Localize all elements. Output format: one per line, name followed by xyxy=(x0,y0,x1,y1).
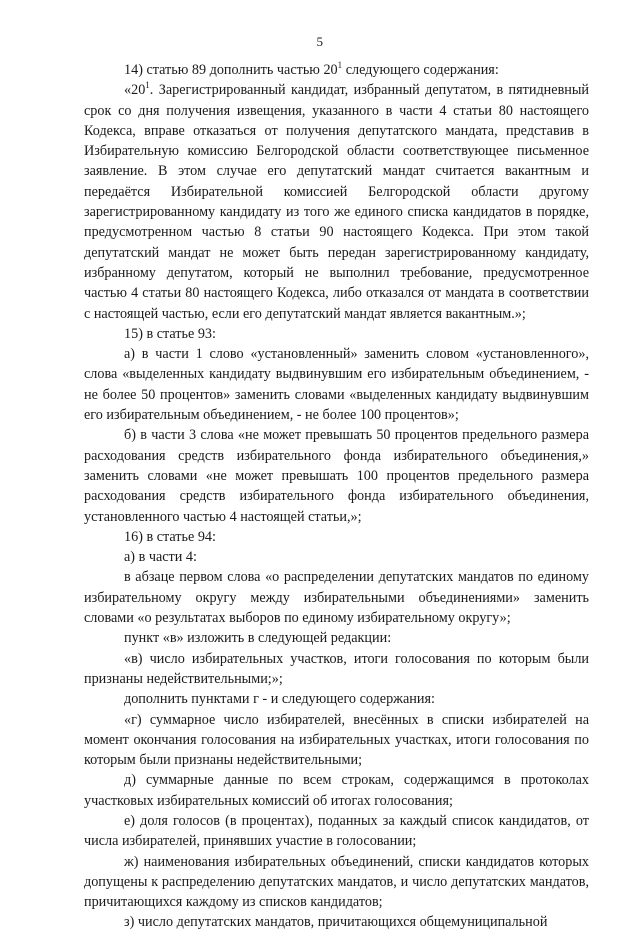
document-body xyxy=(84,60,589,933)
point-v-text: «в) число избирательных участков, итоги голосования по которым были признаны недействительными;»; xyxy=(84,650,589,687)
text-fragment: 14) статью 89 дополнить частью 20 xyxy=(124,62,338,78)
item-16-heading: 16) в статье 94: xyxy=(124,528,216,545)
point-g: «г) суммарное число избирателей, внесённых в списки избирателей на момент окончания голосования на избирательных участках, итоги голосования по которым были признаны недействительными; xyxy=(84,711,589,769)
superscript: 1 xyxy=(337,60,343,70)
point-z: з) число депутатских мандатов, причитающихся общемуниципальной xyxy=(124,914,548,931)
point-d: д) суммарные данные по всем строкам, содержащимся в протоколах участковых избирательных комиссий об итогах голосования; xyxy=(84,772,589,809)
item-16-a: а) в части 4: xyxy=(124,549,197,566)
points-g-i-intro: дополнить пунктами г - и следующего содержания: xyxy=(124,691,435,708)
paragraph-first-amendment: в абзаце первом слова «о распределении депутатских мандатов по единому избирательному округу между избирательными объединениями» заменить словами «о результатах выборов по единому избирательному округу»; xyxy=(84,569,589,627)
item-15-heading: 15) в статье 93: xyxy=(124,325,216,342)
item-15-b: б) в части 3 слова «не может превышать 50 процентов предельного размера расходования средств избирательного фонда избирательного объединения,» заменить словами «не может превышать 100 процентов предельного размера расходования средств избирательного фонда избирательного объединения, установленного частью 4 настоящей статьи,»; xyxy=(84,427,589,525)
text-fragment: . Зарегистрированный кандидат, избранный депутатом, в пятидневный срок со дня получения извещения, указанного в части 4 статьи 80 настоящего Кодекса, вправе отказаться от получения депутатского мандата, представив в Избирательную комиссию Белгородской области соответствующее письменное заявление. В этом случае его депутатский мандат считается вакантным и передаётся Избирательной комиссией Белгородской области другому зарегистрированному кандидату из того же единого списка кандидатов в порядке, предусмотренном частью 8 статьи 90 настоящего Кодекса. При этом такой депутатский мандат не может быть передан зарегистрированному кандидату, избранному депутатом, который не выполнил требование, предусмотренное частью 4 статьи 80 настоящего Кодекса, либо отказался от мандата в соответствии с настоящей частью, если его депутатский мандат является вакантным.»; xyxy=(84,82,589,322)
text-fragment: следующего содержания: xyxy=(342,62,499,78)
superscript: 1 xyxy=(145,80,150,91)
point-v-intro: пункт «в» изложить в следующей редакции: xyxy=(124,630,392,647)
text-fragment: «20 xyxy=(124,82,146,99)
part-20-1-text xyxy=(84,80,589,324)
item-14-heading xyxy=(84,60,589,80)
page-number: 5 xyxy=(316,34,324,49)
point-e: е) доля голосов (в процентах), поданных за каждый список кандидатов, от числа избирателей, принявших участие в голосовании; xyxy=(84,812,589,850)
point-zh: ж) наименования избирательных объединений, списки кандидатов которых допущены к распределению депутатских мандатов, и число депутатских мандатов, причитающихся каждому из списков кандидатов; xyxy=(84,853,589,911)
item-15-a: а) в части 1 слово «установленный» заменить словом «установленного», слова «выделенных кандидату выдвинувшим его избирательным объединением, - не более 50 процентов» заменить словами «выделенных кандидату выдвинувшим его избирательным объединением, - не более 100 процентов»; xyxy=(84,346,589,424)
